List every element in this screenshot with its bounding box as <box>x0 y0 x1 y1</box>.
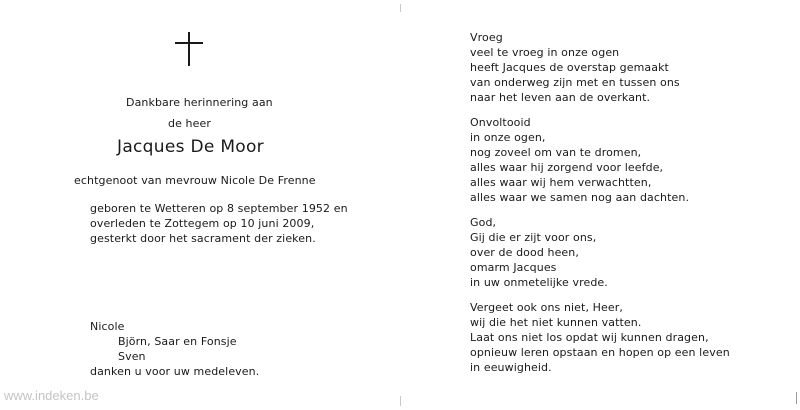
poem-line: Gij die er zijt voor ons, <box>470 231 597 244</box>
edge-mark <box>796 392 797 404</box>
poem-line: alles waar we samen nog aan dachten. <box>470 191 690 204</box>
poem-line: God, <box>470 216 497 229</box>
fold-mark-bottom <box>400 396 401 406</box>
poem-line: in onze ogen, <box>470 131 546 144</box>
fold-mark-top <box>400 4 401 12</box>
poem-line: Vergeet ook ons niet, Heer, <box>470 301 623 314</box>
poem-line: heeft Jacques de overstap gemaakt <box>470 61 669 74</box>
poem-line: over de dood heen, <box>470 246 579 259</box>
poem-line: in eeuwigheid. <box>470 361 552 374</box>
poem-line: alles waar wij hem verwachtten, <box>470 176 652 189</box>
cross-icon <box>175 32 203 66</box>
poem-line: nog zoveel om van te dromen, <box>470 146 642 159</box>
family-line: Sven <box>118 350 146 363</box>
poem-line: in uw onmetelijke vrede. <box>470 276 608 289</box>
poem-line: opnieuw leren opstaan en hopen op een leven <box>470 346 730 359</box>
poem-line: wij die het niet kunnen vatten. <box>470 316 642 329</box>
title-text: de heer <box>168 117 211 130</box>
poem-line: alles waar hij zorgend voor leefde, <box>470 161 664 174</box>
family-line: danken u voor uw medeleven. <box>90 365 260 378</box>
poem-line: Vroeg <box>470 31 503 44</box>
poem-line: Laat ons niet los opdat wij kunnen dragen, <box>470 331 709 344</box>
intro-text: Dankbare herinnering aan <box>126 96 273 109</box>
spouse-text: echtgenoot van mevrouw Nicole De Frenne <box>74 174 316 187</box>
poem-line: van onderweg zijn met en tussen ons <box>470 76 680 89</box>
poem-line: omarm Jacques <box>470 261 557 274</box>
family-line: Björn, Saar en Fonsje <box>118 335 237 348</box>
poem-line: naar het leven aan de overkant. <box>470 91 651 104</box>
deceased-name: Jacques De Moor <box>117 137 264 157</box>
family-line: Nicole <box>90 320 125 333</box>
detail-line: overleden te Zottegem op 10 juni 2009, <box>90 217 315 230</box>
poem-line: Onvoltooid <box>470 116 531 129</box>
detail-line: gesterkt door het sacrament der zieken. <box>90 232 316 245</box>
poem-line: veel te vroeg in onze ogen <box>470 46 620 59</box>
detail-line: geboren te Wetteren op 8 september 1952 en <box>90 202 348 215</box>
watermark-text: www.indeken.be <box>4 388 99 403</box>
